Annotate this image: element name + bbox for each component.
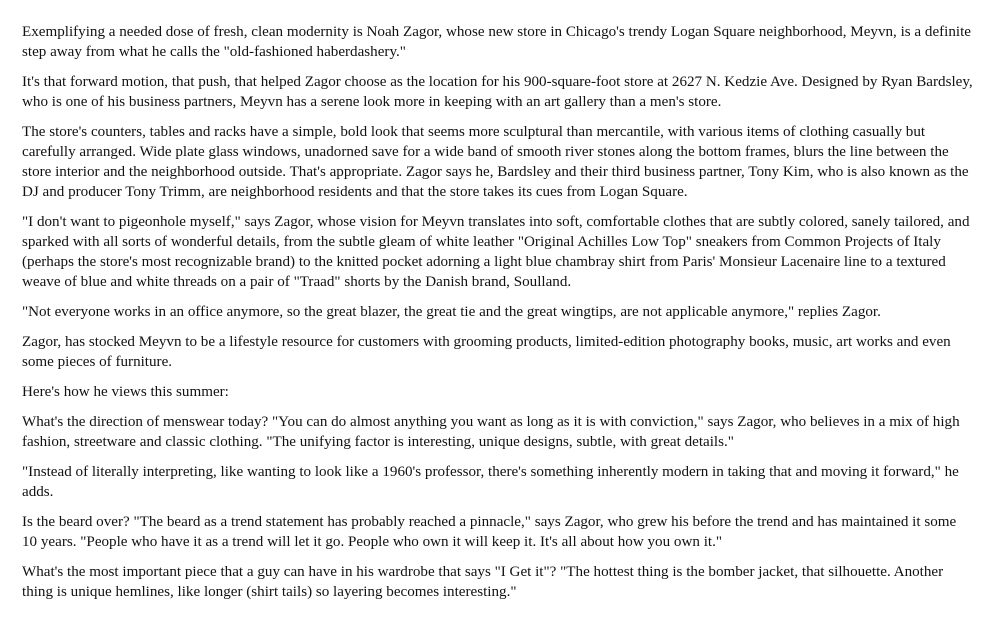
paragraph-lifestyle: Zagor, has stocked Meyvn to be a lifestyle resource for customers with grooming products, limited-edition photography books, music, art works and even some pieces of furniture. — [22, 334, 951, 370]
paragraph-beard: Is the beard over? "The beard as a trend statement has probably reached a pinnacle," says Zagor, who grew his before the trend and has maintained it some 10 years. "People who have it as a trend will let it go. People who own it will keep it. It's all about how you own it." — [22, 514, 957, 550]
paragraph-office-quote: "Not everyone works in an office anymore, so the great blazer, the great tie and the great wingtips, are not applicable anymore," replies Zagor. — [22, 304, 881, 320]
paragraph-wardrobe: What's the most important piece that a guy can have in his wardrobe that says "I Get it"? "The hottest thing is the bomber jacket, that silhouette. Another thing is unique hemlines, like longer (shirt tails) so layering becomes interesting." — [22, 564, 944, 600]
paragraph-intro: Exemplifying a needed dose of fresh, clean modernity is Noah Zagor, whose new store in Chicago's trendy Logan Square neighborhood, Meyvn, is a definite step away from what he calls the "old-fashioned haberdashery." — [22, 24, 971, 60]
paragraph-store-design: The store's counters, tables and racks have a simple, bold look that seems more sculptural than mercantile, with various items of clothing casually but carefully arranged. Wide plate glass windows, unadorned save for a wide band of smooth river stones along the bottom frames, blurs the line between the store interior and the neighborhood outside. That's appropriate. Zagor says he, Bardsley and their third business partner, Tony Kim, who is also known as the DJ and producer Tony Trimm, are neighborhood residents and that the store takes its cues from Logan Square. — [22, 124, 969, 200]
paragraph-menswear-direction: What's the direction of menswear today? "You can do almost anything you want as long as it is with conviction," says Zagor, who believes in a mix of high fashion, streetware and classic clothing. "The unifying factor is interesting, unique designs, subtle, with great details." — [22, 414, 960, 450]
paragraph-summer-intro: Here's how he views this summer: — [22, 384, 229, 400]
paragraph-vision: "I don't want to pigeonhole myself," says Zagor, whose vision for Meyvn translates into soft, comfortable clothes that are subtly colored, sanely tailored, and sparked with all sorts of wonderful details, from the subtle gleam of white leather "Original Achilles Low Top" sneakers from Common Projects of Italy (perhaps the store's most recognizable brand) to the knitted pocket adorning a light blue chambray shirt from Paris' Monsieur Lacenaire line to a textured weave of blue and white threads on a pair of "Traad" shorts by the Danish brand, Soulland. — [22, 214, 970, 290]
paragraph-location: It's that forward motion, that push, that helped Zagor choose as the location for his 900-square-foot store at 2627 N. Kedzie Ave. Designed by Ryan Bardsley, who is one of his business partners, Meyvn has a serene look more in keeping with an art gallery than a men's store. — [22, 74, 973, 110]
article-body — [22, 22, 974, 612]
paragraph-interpreting: "Instead of literally interpreting, like wanting to look like a 1960's professor, there's something inherently modern in taking that and moving it forward," he adds. — [22, 464, 959, 500]
